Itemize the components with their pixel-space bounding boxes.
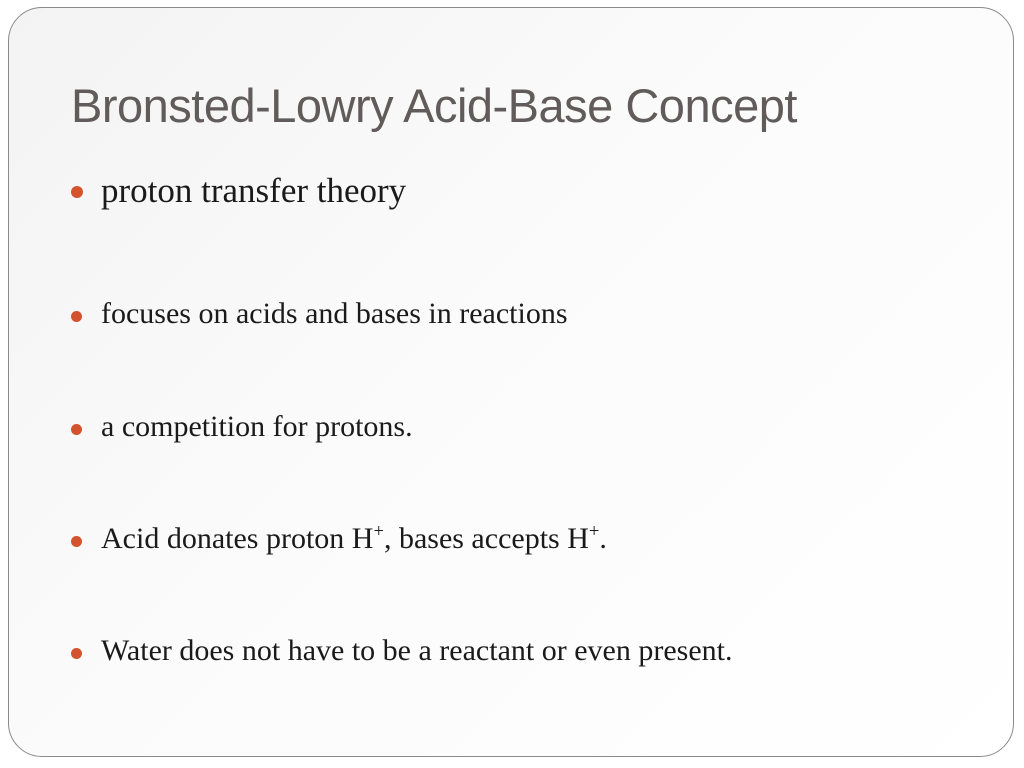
bullet-dot-icon bbox=[71, 648, 82, 659]
superscript-plus: + bbox=[373, 520, 384, 542]
superscript-plus: + bbox=[588, 520, 600, 542]
bullet-dot-icon bbox=[71, 536, 82, 547]
bullet-text-part2: , bases accepts H bbox=[383, 522, 589, 555]
bullet-text: proton transfer theory bbox=[101, 171, 407, 210]
slide-frame bbox=[8, 7, 1014, 757]
slide-title: Bronsted-Lowry Acid-Base Concept bbox=[71, 79, 797, 132]
bullet-text bbox=[101, 522, 607, 556]
bullet-text: a competition for protons. bbox=[101, 410, 413, 443]
bullet-text-part3: . bbox=[599, 522, 607, 555]
bullet-dot-icon bbox=[71, 311, 82, 322]
bullet-text: Water does not have to be a reactant or even present. bbox=[101, 634, 733, 667]
bullet-dot-icon bbox=[71, 424, 82, 435]
bullet-text-part1: Acid donates proton H bbox=[101, 522, 374, 555]
bullet-dot-icon bbox=[71, 186, 83, 198]
bullet-text: focuses on acids and bases in reactions bbox=[101, 297, 568, 330]
